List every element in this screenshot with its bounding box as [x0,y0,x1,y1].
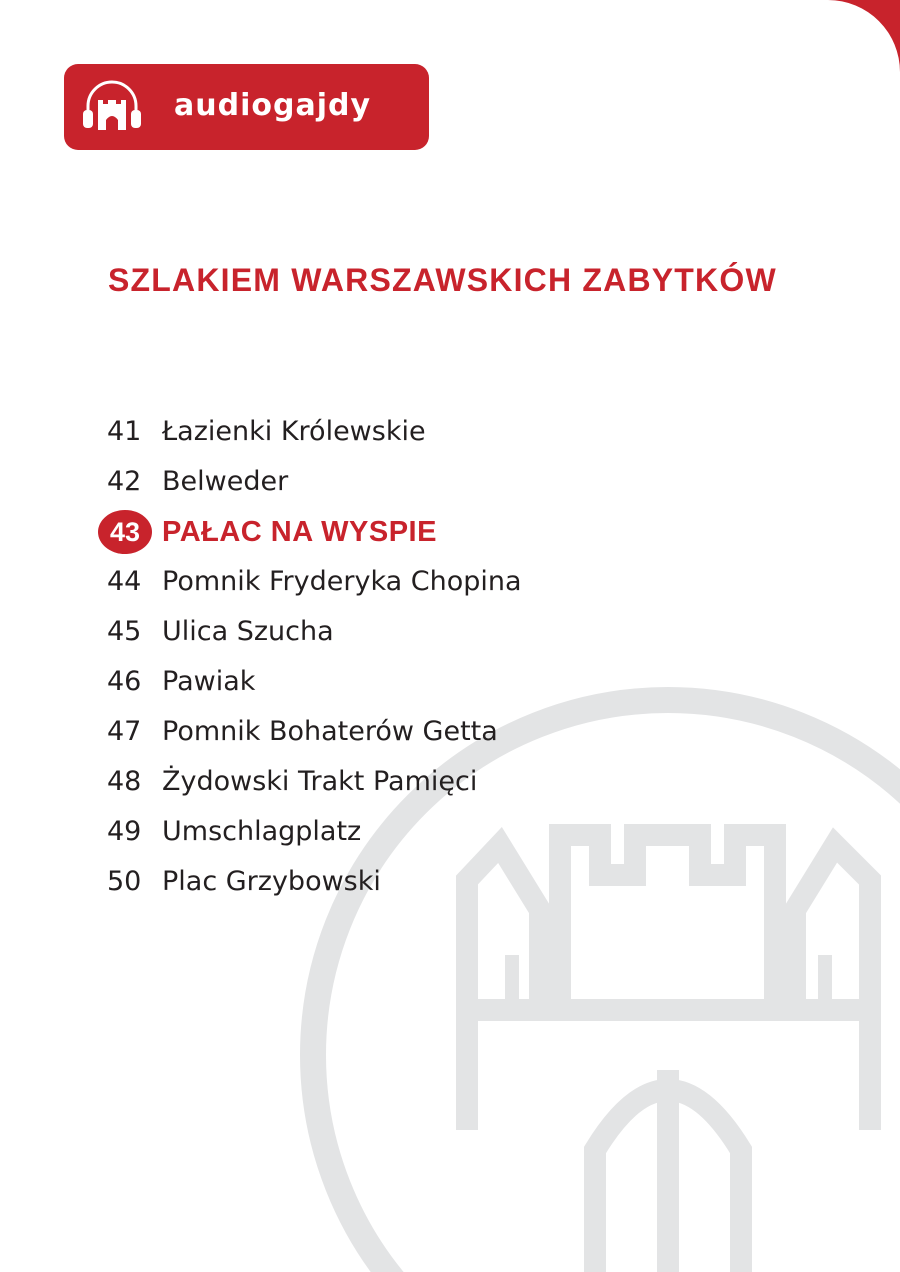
toc-label: Żydowski Trakt Pamięci [162,766,478,797]
toc-item [107,807,707,857]
toc-number: 50 [107,866,142,897]
toc-item [107,407,707,457]
brand-name: audiogajdy [174,88,372,123]
toc-item [107,857,707,907]
toc-number: 48 [107,766,142,797]
toc-item [107,757,707,807]
toc-label: Łazienki Królewskie [162,416,426,447]
toc-number-badge: 43 [98,510,152,554]
toc-label: Plac Grzybowski [162,866,381,897]
toc-number: 47 [107,716,142,747]
toc-number: 45 [107,616,142,647]
toc-label: Ulica Szucha [162,616,334,647]
toc-item [107,607,707,657]
toc-item-current [107,507,707,557]
toc-number: 42 [107,466,142,497]
toc-label-current: PAŁAC NA WYSPIE [162,516,437,548]
toc-item [107,557,707,607]
brand-logo [64,64,429,150]
toc-number: 41 [107,416,142,447]
table-of-contents [107,407,707,907]
toc-item [107,657,707,707]
castle-headphones-icon [82,78,142,136]
series-title: SZLAKIEM WARSZAWSKICH ZABYTKÓW [108,262,777,298]
toc-number: 46 [107,666,142,697]
toc-label: Pawiak [162,666,256,697]
toc-label: Umschlagplatz [162,816,362,847]
toc-label: Pomnik Bohaterów Getta [162,716,498,747]
toc-item [107,707,707,757]
toc-number: 44 [107,566,142,597]
toc-label: Pomnik Fryderyka Chopina [162,566,522,597]
toc-number: 49 [107,816,142,847]
toc-item [107,457,707,507]
toc-label: Belweder [162,466,289,497]
